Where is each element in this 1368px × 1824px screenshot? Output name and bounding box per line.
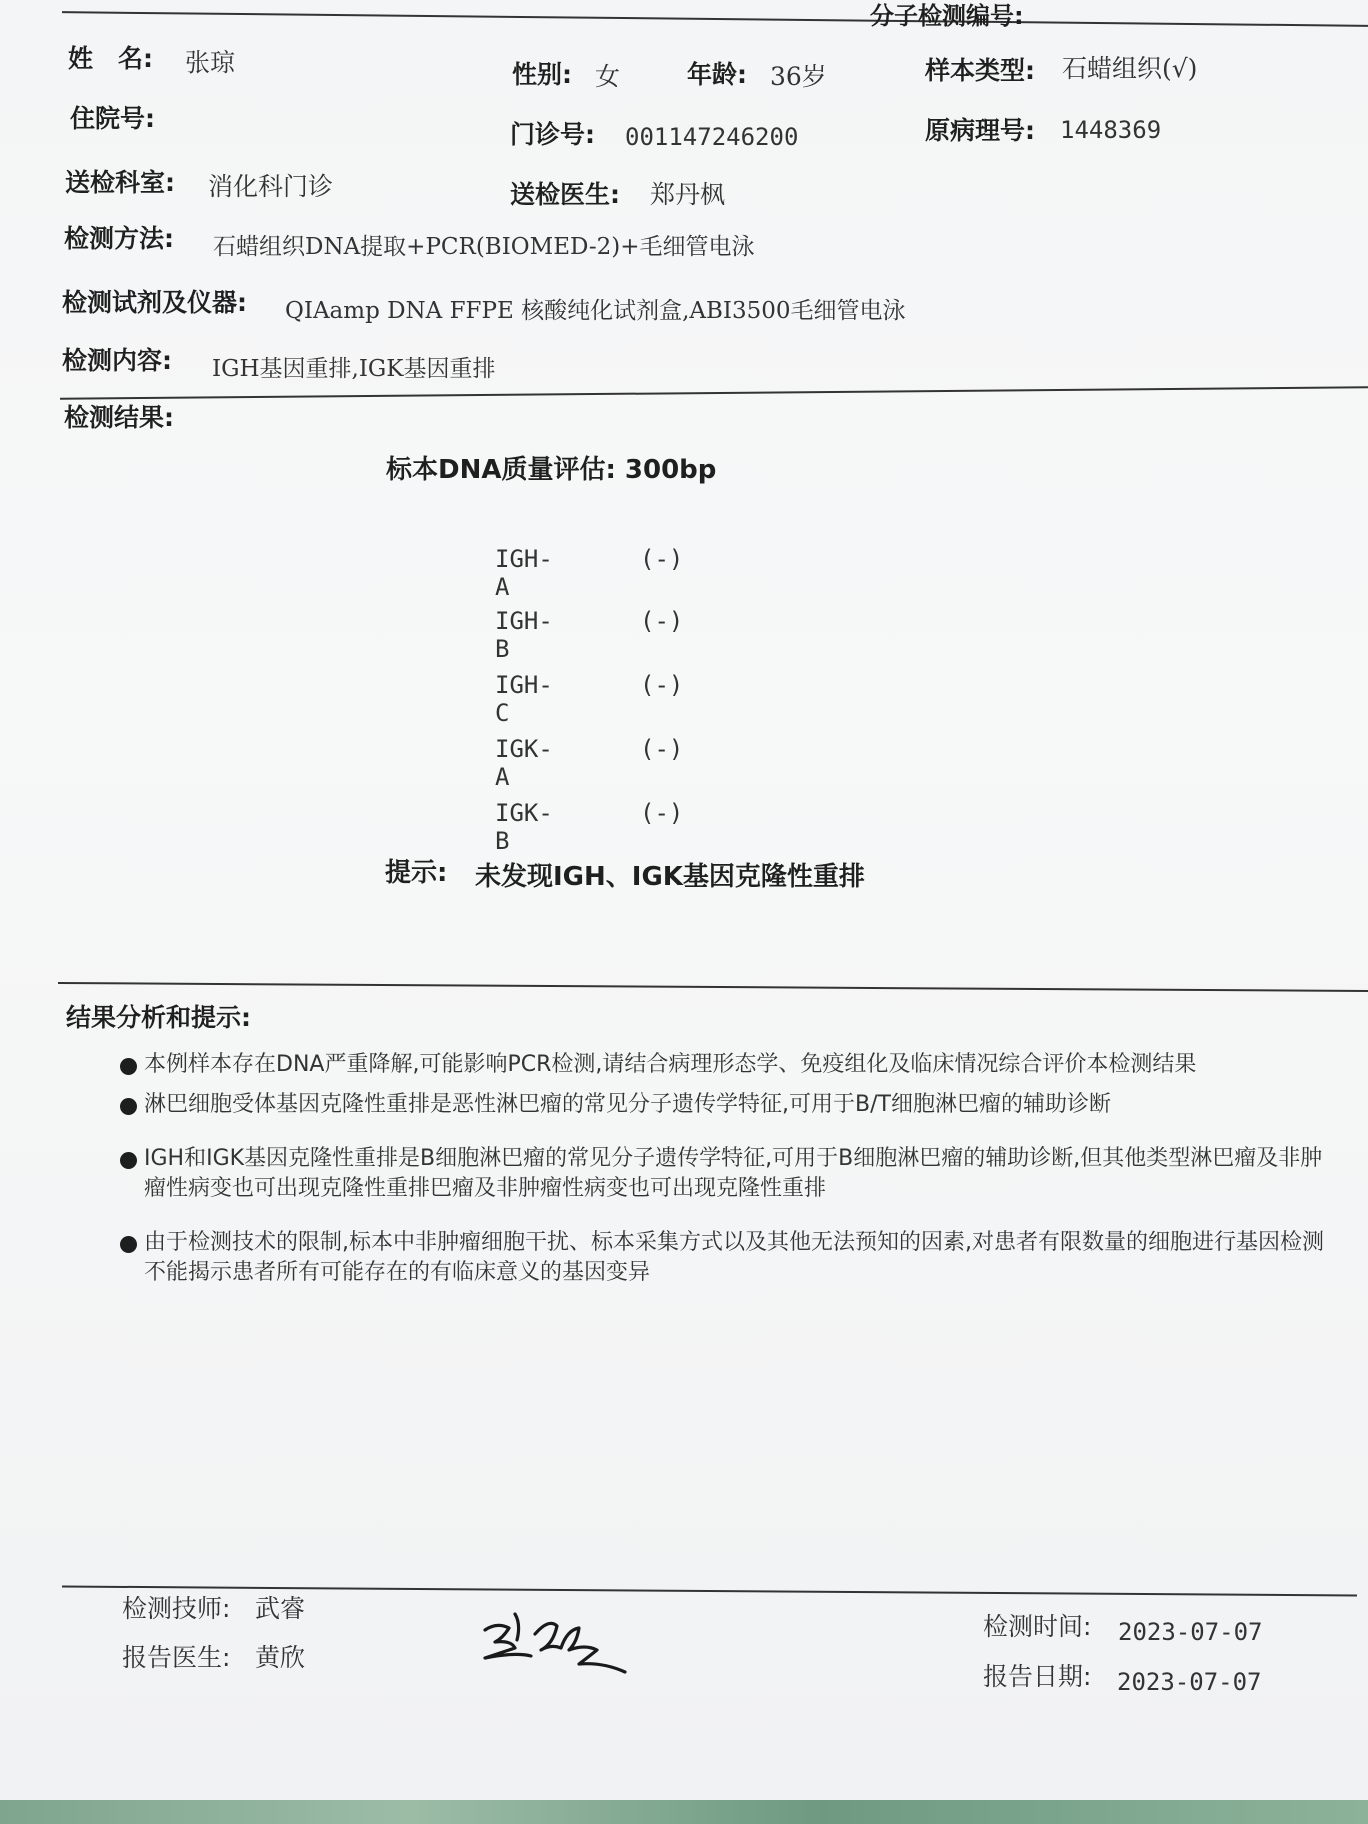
patient-age: 36岁 xyxy=(770,62,827,91)
result-name: IGH-C xyxy=(495,671,553,727)
analysis-note-4: 由于检测技术的限制,标本中非肿瘤细胞干扰、标本采集方式以及其他无法预知的因素,对患者有限数量的细胞进行基因检测不能揭示患者所有可能存在的有临床意义的基因变异 xyxy=(120,1228,1340,1288)
report-doctor: 黄欣 xyxy=(255,1643,306,1672)
method: 石蜡组织DNA提取+PCR(BIOMED-2)+毛细管电泳 xyxy=(213,234,755,260)
analysis-note-2: 淋巴细胞受体基因克隆性重排是恶性淋巴瘤的常见分子遗传学特征,可用于B/T细胞淋巴瘤的辅助诊断 xyxy=(120,1090,1340,1120)
dna-quality: 标本DNA质量评估: 300bp xyxy=(386,455,717,485)
result-name: IGK-B xyxy=(495,799,553,855)
test-time: 2023-07-07 xyxy=(1118,1618,1263,1646)
method-label: 检测方法: xyxy=(64,224,174,253)
report-doctor-label: 报告医生: xyxy=(122,1643,231,1672)
patient-name: 张琼 xyxy=(185,48,236,77)
pathology-no-label: 原病理号: xyxy=(925,116,1035,145)
sample-type-label: 样本类型: xyxy=(925,56,1035,85)
technician: 武睿 xyxy=(255,1594,306,1623)
sample-type: 石蜡组织(√) xyxy=(1062,54,1198,83)
reagents-label: 检测试剂及仪器: xyxy=(62,288,247,317)
name-label: 姓 名: xyxy=(68,44,153,73)
pathology-no: 1448369 xyxy=(1060,116,1162,144)
hint-label: 提示: xyxy=(385,858,448,888)
analysis-label: 结果分析和提示: xyxy=(66,1003,251,1032)
results-label: 检测结果: xyxy=(64,403,174,432)
analysis-note-1: 本例样本存在DNA严重降解,可能影响PCR检测,请结合病理形态学、免疫组化及临床情况综合评价本检测结果 xyxy=(120,1050,1340,1080)
department: 消化科门诊 xyxy=(208,172,334,201)
hint-text: 未发现IGH、IGK基因克隆性重排 xyxy=(475,862,865,892)
test-time-label: 检测时间: xyxy=(983,1612,1092,1641)
age-label: 年龄: xyxy=(687,60,747,89)
patient-gender: 女 xyxy=(595,62,621,91)
outpatient-no-label: 门诊号: xyxy=(510,120,595,149)
molecular-test-no-label: 分子检测编号: xyxy=(870,2,1024,30)
analysis-note-3: IGH和IGK基因克隆性重排是B细胞淋巴瘤的常见分子遗传学特征,可用于B细胞淋巴瘤的辅助诊断,但其他类型淋巴瘤及非肿瘤性病变也可出现克隆性重排巴瘤及非肿瘤性病变也可出现克隆性重排 xyxy=(120,1144,1340,1204)
reagents: QIAamp DNA FFPE 核酸纯化试剂盒,ABI3500毛细管电泳 xyxy=(285,298,906,324)
outpatient-no: 001147246200 xyxy=(625,123,799,151)
result-name: IGK-A xyxy=(495,735,553,791)
doctor-signature xyxy=(475,1600,675,1690)
content: IGH基因重排,IGK基因重排 xyxy=(212,356,496,382)
result-name: IGH-A xyxy=(495,545,553,601)
analysis-notes xyxy=(120,1050,1340,1288)
background-cloth xyxy=(0,1800,1368,1824)
inpatient-no-label: 住院号: xyxy=(70,104,155,133)
top-rule xyxy=(62,11,1368,27)
result-value: (-) xyxy=(640,671,684,699)
report-date-label: 报告日期: xyxy=(983,1662,1092,1691)
department-label: 送检科室: xyxy=(65,168,175,197)
report-date: 2023-07-07 xyxy=(1117,1668,1262,1696)
result-value: (-) xyxy=(640,799,684,827)
doctor: 郑丹枫 xyxy=(650,180,726,209)
content-label: 检测内容: xyxy=(62,346,172,375)
divider-2 xyxy=(58,982,1368,992)
technician-label: 检测技师: xyxy=(122,1594,231,1623)
result-name: IGH-B xyxy=(495,607,553,663)
divider-1 xyxy=(60,386,1368,399)
result-value: (-) xyxy=(640,607,684,635)
result-value: (-) xyxy=(640,735,684,763)
result-value: (-) xyxy=(640,545,684,573)
gender-label: 性别: xyxy=(512,60,572,89)
doctor-label: 送检医生: xyxy=(510,180,620,209)
